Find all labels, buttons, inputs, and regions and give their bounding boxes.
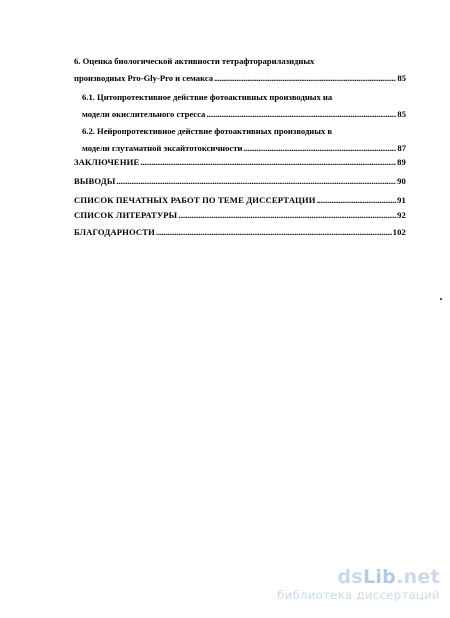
page-number: 85 — [397, 109, 406, 119]
dot-leader — [317, 195, 397, 205]
toc-entry-references[interactable] — [74, 210, 406, 220]
toc-entry-6[interactable] — [74, 56, 406, 83]
page-number: 89 — [397, 157, 406, 167]
toc-entry-title: модели глутаматной эксайтотоксичности — [82, 143, 243, 153]
toc-entry-6-1[interactable] — [82, 92, 406, 119]
page-number: 91 — [397, 195, 406, 205]
page-number: 90 — [397, 176, 406, 186]
toc-entry-title: 6.1. Цитопротективное действие фотоактивных производных на — [82, 92, 333, 102]
dot-leader — [214, 73, 396, 83]
watermark-logo-part: Lib — [362, 566, 397, 588]
toc-entry-title: СПИСОК ПЕЧАТНЫХ РАБОТ ПО ТЕМЕ ДИССЕРТАЦИИ — [74, 195, 316, 205]
dot-leader — [156, 227, 392, 237]
toc-entry-title: ВЫВОДЫ — [74, 176, 116, 186]
dot-leader — [116, 176, 396, 186]
toc-entry-publications[interactable] — [74, 195, 406, 205]
watermark-logo — [277, 566, 440, 588]
watermark-logo-part: ds — [337, 566, 363, 588]
page-number: 87 — [397, 143, 406, 153]
toc-entry-title: модели окислительного стресса — [82, 109, 206, 119]
watermark-logo-part: .net — [396, 566, 440, 588]
toc-entry-findings[interactable] — [74, 176, 406, 186]
toc-entry-acknowledgements[interactable] — [74, 227, 406, 237]
toc-entry-title: 6.2. Нейропротективное действие фотоактивных производных в — [82, 126, 333, 136]
dot-leader — [206, 109, 396, 119]
page-number: 102 — [392, 227, 406, 237]
toc-entry-6-2[interactable] — [82, 126, 406, 153]
page-number: 92 — [397, 210, 406, 220]
watermark — [277, 566, 440, 602]
watermark-subtitle: библиотека диссертаций — [277, 588, 440, 602]
toc-entry-title: 6. Оценка биологической активности тетрафторарилазидных — [74, 56, 315, 66]
toc-entry-title: ЗАКЛЮЧЕНИЕ — [74, 157, 140, 167]
dot-leader — [140, 157, 396, 167]
dot-leader — [178, 210, 396, 220]
toc-entry-title: СПИСОК ЛИТЕРАТУРЫ — [74, 210, 178, 220]
page-number: 85 — [397, 73, 406, 83]
toc-entry-title: БЛАГОДАРНОСТИ — [74, 227, 156, 237]
toc-entry-title: производных Pro-Gly-Pro и семакса — [74, 73, 214, 83]
stray-dot-mark — [440, 298, 442, 300]
toc-entry-conclusion[interactable] — [74, 157, 406, 167]
dot-leader — [243, 143, 396, 153]
